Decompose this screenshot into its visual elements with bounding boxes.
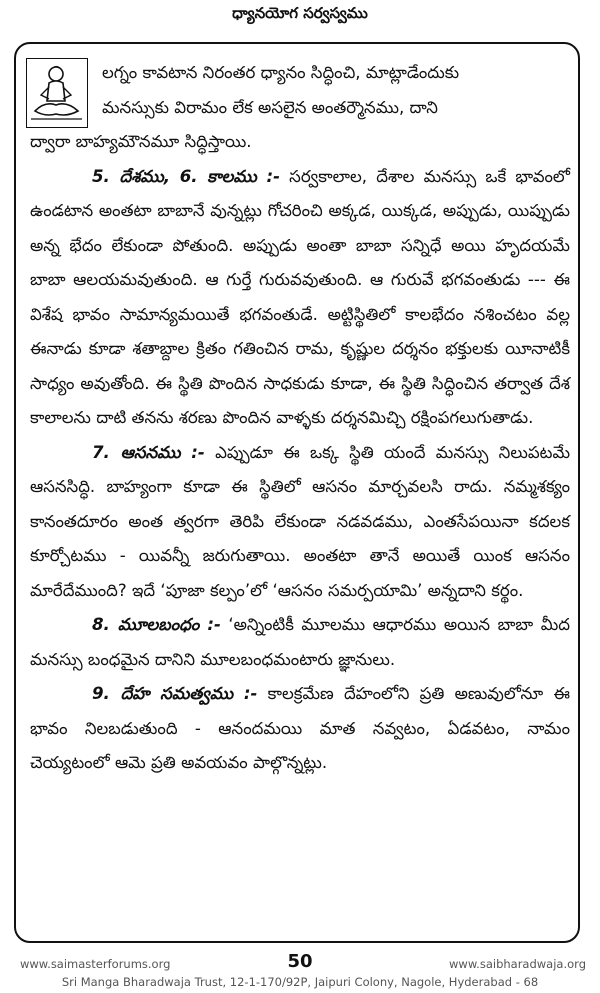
intro-line-3: ద్వారా బాహ్యమౌనమూ సిద్ధిస్తాయి. (30, 132, 252, 151)
section-9-paragraph (30, 677, 570, 781)
intro-line-2: మనస్సుకు విరామం లేక అసలైన అంతర్మౌనము, దాని (102, 97, 438, 117)
page-body (30, 56, 570, 781)
section-8-heading: 8. మూలబంధం :- (92, 615, 221, 634)
intro-line-1: లగ్నం కావటాన నిరంతర ధ్యానం సిద్ధించి, మాట్లాడేందుకు (102, 63, 460, 82)
footer-website-right: www.saibharadwaja.org (449, 957, 586, 971)
footer-website-left: www.saimasterforums.org (20, 957, 171, 971)
section-7-heading: 7. ఆసనము :- (92, 442, 205, 462)
section-7-text: ఎప్పుడూ ఈ ఒక్క స్థితి యందే మనస్సు నిలుపటమే ఆసనసిద్ధి. బాహ్యంగా కూడా ఈ స్థితిలో ఆసనం మార్చవలసి రాదు. నమ్మశక్యం కానంతదూరం అంత త్వరగా తెరిపి లేకుండా నడవడము, ఎంతసేపయినా కదలక కూర్చోటము - యివన్నీ జరుగుతాయి. అంతటా తానే అయితే యింక ఆసనం మారేదేముంది? ఇదే ‘పూజా కల్పం’లో ‘ఆసనం సమర్పయామి’ అన్నదాని కర్థం. (30, 442, 571, 600)
page-number: 50 (287, 951, 313, 972)
section-5-text: సర్వకాలాల, దేశాల మనస్సు ఒకే భావంలో ఉండటాన అంతటా బాబానే వున్నట్లు గోచరించి అక్కడ, యిక్కడ, అప్పుడు, యిప్పుడు అన్న భేదం లేకుండా పోతుంది. అప్పుడు అంతా బాబా సన్నిధే అయి హృదయమే బాబా ఆలయమవుతుంది. ఆ గుర్తే గురువవుతుంది. ఆ గురువే భగవంతుడు --- ఈ విశేష భావం సామాన్యమయితే భగవంతుడే. అట్టిస్థితిలో కాలభేదం నశించటం వల్ల ఈనాడు కూడా శతాబ్దాల క్రితం గతించిన రామ, కృష్ణుల దర్శనం భక్తులకు యీనాటికీ సాధ్యం అవుతోంది. ఈ స్థితి పొందిన సాధకుడు కూడా, ఈ స్థితి సిద్ధించిన తర్వాత దేశ కాలాలను దాటి తనను శరణు పొందిన వాళ్ళకు దర్శనమిచ్చి రక్షింపగలుగుతాడు. (30, 166, 570, 427)
section-5-paragraph (30, 160, 570, 436)
footer-address: Sri Manga Bharadwaja Trust, 12-1-170/92P, Jaipuri Colony, Nagole, Hyderabad - 68 (61, 975, 539, 989)
section-9-text: కాలక్రమేణ దేహంలోని ప్రతి అణువులోనూ ఈ భావం నిలబడుతుంది - ఆనందమయి మాత నవ్వటం, ఏడవటం, నామం చెయ్యటంలో ఆమె ప్రతి అవయవం పాల్గొన్నట్లు. (30, 684, 570, 772)
section-7-paragraph (30, 436, 570, 609)
section-5-heading: 5. దేశము, 6. కాలము :- (92, 166, 280, 186)
section-9-heading: 9. దేహ సమత్వము :- (92, 684, 258, 703)
section-8-paragraph (30, 608, 570, 677)
section-8-text: ‘అన్నింటికీ మూలము ఆధారము అయిన బాబా మీద మనస్సు బంధమైన దానిని మూలబంధమంటారు జ్ఞానులు. (30, 615, 570, 669)
running-header: ధ్యానయోగ సర్వస్వము (232, 4, 368, 22)
